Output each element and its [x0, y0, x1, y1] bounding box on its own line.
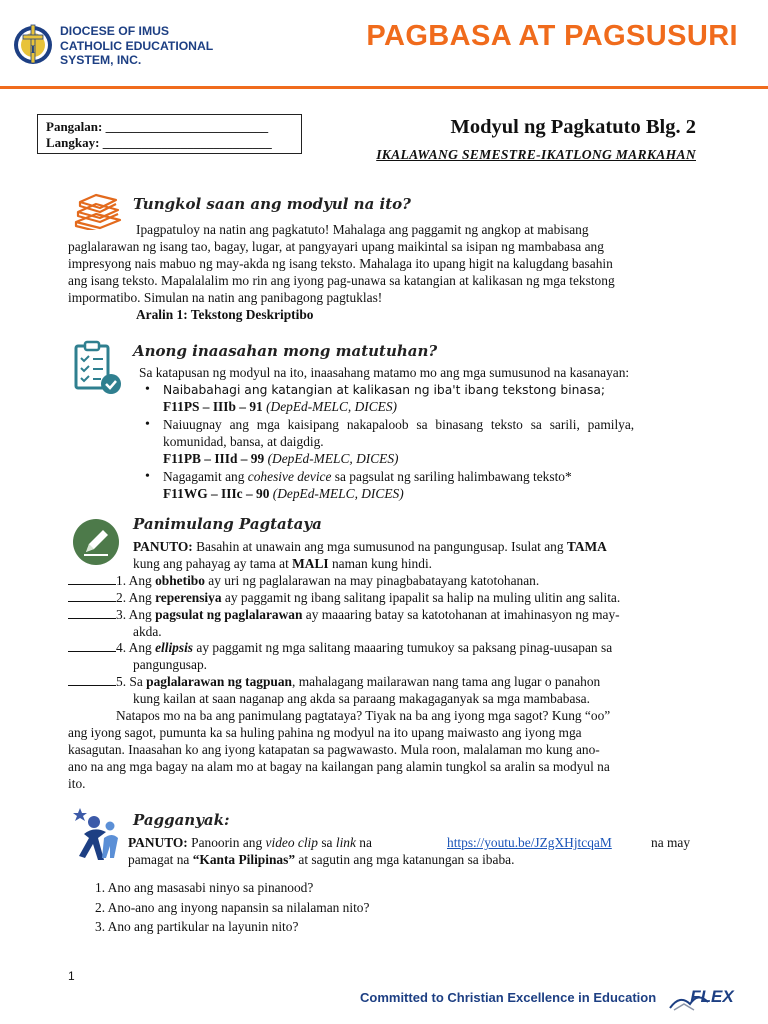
youtube-link[interactable]: https://youtu.be/JZgXHjtcqaM [447, 835, 612, 850]
item-term: paglalarawan ng tagpuan [146, 674, 293, 689]
lesson-title: Aralin 1: Tekstong Deskriptibo [136, 307, 314, 322]
objective-3-italic: cohesive device [247, 469, 332, 484]
item-rest: ay uri ng paglalarawan na may pinagbabatayang katotohanan. [208, 573, 540, 588]
text: sa [321, 835, 333, 850]
motivation-text-tail: na may [651, 835, 691, 850]
after-test-line-4: ano na ang mga bagay na alam mo at bagay na kailangan pang alamin tungkol sa aralin sa modyul na [68, 759, 610, 774]
footer-tagline: Committed to Christian Excellence in Education [360, 990, 657, 1005]
link-term: link [335, 835, 356, 850]
diocese-logo [12, 22, 54, 66]
about-line-3: impresyong nais mabuo ng may-akda ng isang teksto. Mahalaga ito upang higit na kalugdang basahin [68, 256, 613, 271]
panuto-text-2b: naman kung hindi. [331, 556, 433, 571]
question-3: 3. Ano ang partikular na layunin nito? [95, 919, 299, 934]
pretest-item-5-cont: kung kailan at saan naganap ang akda sa paraang makagaganyak sa mga mambabasa. [133, 691, 590, 706]
after-test-line-5: ito. [68, 776, 86, 791]
svg-text:I: I [30, 42, 36, 56]
semester-label: IKALAWANG SEMESTRE-IKATLONG MARKAHAN [376, 147, 696, 162]
pencil-icon [72, 518, 120, 566]
answer-blank[interactable] [68, 590, 116, 602]
item-term: obhetibo [155, 573, 205, 588]
item-num: 5. Sa [116, 674, 143, 689]
video-clip-term: video clip [265, 835, 318, 850]
objective-1-text: Naibabahagi ang katangian at kalikasan ng iba't ibang tekstong binasa; [163, 383, 606, 397]
objective-3-post: sa pagsulat ng sariling halimbawang teksto* [334, 469, 572, 484]
flex-logo-text: FLEX [690, 987, 734, 1006]
motivation-instruction-2 [128, 852, 514, 869]
student-figures-icon [70, 804, 124, 864]
objectives-heading: Anong inaasahan mong matutuhan? [133, 342, 438, 360]
checklist-icon [72, 340, 124, 396]
name-field-label[interactable]: Pangalan: _________________________ [46, 119, 269, 134]
pretest-item-5 [68, 674, 600, 691]
pretest-instruction-2 [133, 556, 432, 573]
mali-label: MALI [292, 556, 329, 571]
item-term: pagsulat ng paglalarawan [155, 607, 303, 622]
question-2: 2. Ano-ano ang inyong napansin sa nilalaman nito? [95, 900, 370, 915]
objective-1-source: (DepEd-MELC, DICES) [266, 399, 397, 414]
motivation-instruction-1 [128, 835, 372, 852]
pretest-item-4-cont: pangungusap. [133, 657, 208, 672]
motivation-heading: Pagganyak: [133, 811, 230, 829]
item-num: 4. Ang [116, 640, 152, 655]
objective-3-code-line [163, 486, 404, 503]
item-num: 3. Ang [116, 607, 152, 622]
student-info-box [37, 114, 302, 154]
panuto-label: PANUTO: [133, 539, 193, 554]
objective-1-code: F11PS – IIIb – 91 [163, 399, 263, 414]
text: Panoorin ang [191, 835, 263, 850]
about-line-1: Ipagpatuloy na natin ang pagkatuto! Mahalaga ang paggamit ng angkop at mabisang [136, 222, 589, 237]
tama-label: TAMA [566, 539, 607, 554]
bullet-dot: • [145, 469, 150, 484]
objective-3-source: (DepEd-MELC, DICES) [272, 486, 404, 501]
objectives-intro: Sa katapusan ng modyul na ito, inaasahang matamo mo ang mga sumusunod na kasanayan: [139, 365, 630, 380]
about-line-5: impormatibo. Simulan na natin ang panibagong pagtuklas! [68, 290, 383, 305]
page-number: 1 [68, 969, 75, 983]
org-line-2: CATHOLIC EDUCATIONAL [60, 38, 214, 53]
objective-2-code-line [163, 451, 398, 468]
objective-2-line-2: komunidad, bansa, at daigdig. [163, 434, 324, 449]
text: at sagutin ang mga katanungan sa ibaba. [298, 852, 515, 867]
item-num: 2. Ang [116, 590, 152, 605]
books-icon [70, 192, 126, 230]
header-divider [0, 86, 768, 89]
item-rest: ay paggamit ng ibang salitang ipapalit sa halip na muling ulitin ang salita. [224, 590, 621, 605]
org-line-1: DIOCESE OF IMUS [60, 24, 170, 38]
bullet-dot: • [145, 382, 150, 397]
answer-blank[interactable] [68, 573, 116, 585]
after-test-line-2: ang iyong sagot, pumunta ka sa huling pahina ng modyul na ito upang maiwasto ang iyong mga [68, 725, 582, 740]
pretest-instruction-1 [133, 539, 607, 556]
item-num: 1. Ang [116, 573, 152, 588]
objective-3-text [163, 469, 572, 486]
pretest-item-3-cont: akda. [133, 624, 162, 639]
pretest-item-2 [68, 590, 620, 607]
item-rest: , mahalagang mailarawan nang tama ang lugar o panahon [292, 674, 601, 689]
module-title: Modyul ng Pagkatuto Blg. 2 [450, 116, 696, 138]
section-field-label[interactable]: Langkay: __________________________ [46, 134, 272, 150]
objective-2-line-1: Naiuugnay ang mga kaisipang nakapaloob sa binasang teksto sa sarili, pamilya, [163, 417, 635, 432]
answer-blank[interactable] [68, 640, 116, 652]
objective-3-code: F11WG – IIIc – 90 [163, 486, 270, 501]
answer-blank[interactable] [68, 674, 116, 686]
panuto-label: PANUTO: [128, 835, 188, 850]
panuto-text: Basahin at unawain ang mga sumusunod na pangungusap. Isulat ang [196, 539, 564, 554]
objective-1-code-line [163, 399, 397, 416]
objective-2-source: (DepEd-MELC, DICES) [267, 451, 399, 466]
bullet-dot: • [145, 417, 150, 432]
text: na [359, 835, 372, 850]
item-term: ellipsis [155, 640, 194, 655]
organization-name [60, 24, 213, 68]
after-test-line-1: Natapos mo na ba ang panimulang pagtataya? Tiyak na ba ang iyong mga sagot? Kung “oo” [116, 708, 611, 723]
item-term: reperensiya [155, 590, 222, 605]
answer-blank[interactable] [68, 607, 116, 619]
song-title: “Kanta Pilipinas” [192, 852, 296, 867]
panuto-text-2a: kung ang pahayag ay tama at [133, 556, 289, 571]
pretest-item-3 [68, 607, 620, 624]
pretest-item-1 [68, 573, 539, 590]
about-line-4: ang isang teksto. Mapalalalim mo rin ang iyong pag-unawa sa katangian at kalikasan ng mga tekstong [68, 273, 615, 288]
about-line-2: paglalarawan ng isang tao, bagay, lugar, at pangyayari upang maikintal sa isipan ng mambabasa ang [68, 239, 604, 254]
item-rest: ay maaaring batay sa katotohanan at imahinasyon ng may- [305, 607, 620, 622]
item-rest: ay paggamit ng mga salitang maaaring tumukoy sa paksang pinag-uusapan sa [196, 640, 613, 655]
text: pamagat na [128, 852, 190, 867]
objective-2-code: F11PB – IIId – 99 [163, 451, 265, 466]
question-1: 1. Ano ang masasabi ninyo sa pinanood? [95, 880, 314, 895]
pretest-heading: Panimulang Pagtataya [133, 515, 322, 533]
about-heading: Tungkol saan ang modyul na ito? [133, 195, 411, 213]
subject-title: PAGBASA AT PAGSUSURI [366, 20, 738, 52]
objective-3-pre: Nagagamit ang [163, 469, 245, 484]
after-test-line-3: kasagutan. Inaasahan ko ang iyong katapatan sa pagwawasto. Mula roon, malalaman mo kung ano- [68, 742, 600, 757]
org-line-3: SYSTEM, INC. [60, 53, 142, 67]
flex-logo [668, 980, 750, 1014]
pretest-item-4 [68, 640, 612, 657]
